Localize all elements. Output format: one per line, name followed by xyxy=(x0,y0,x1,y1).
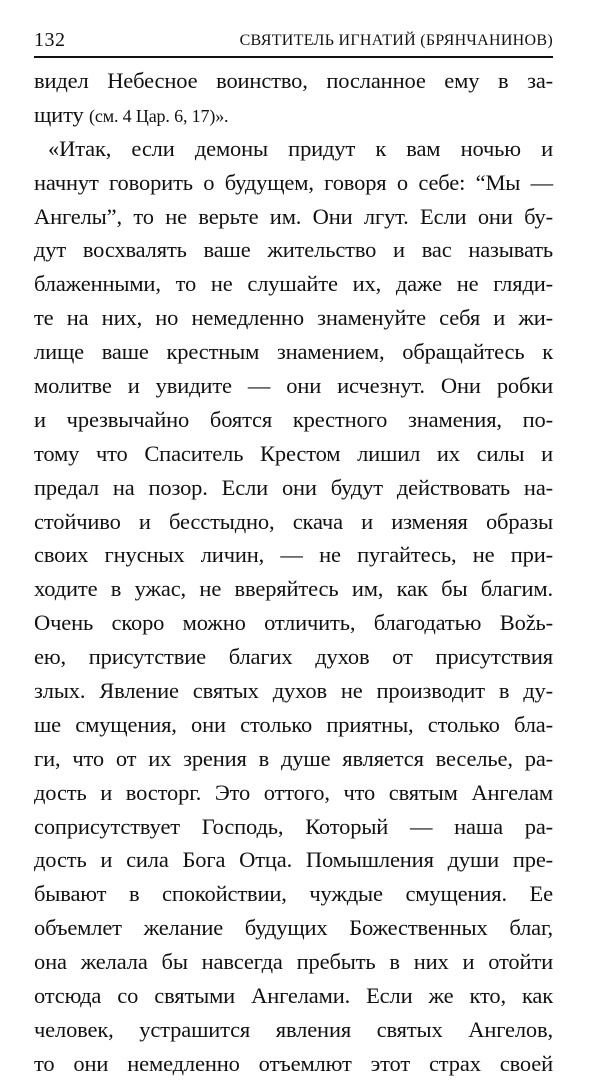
text-line: соприсутствует Господь, Который — наша ра- xyxy=(34,813,553,839)
text-line: объемлет желание будущих Божественных благ, xyxy=(34,915,553,941)
text-line: тому что Спаситель Крестом лишил их силы и xyxy=(34,440,553,466)
text-line: ходите в ужас, не вверяйтесь им, как бы благим. xyxy=(34,576,553,602)
text-line: молитве и увидите — они исчезнут. Они робки xyxy=(34,373,553,399)
text-line: лище ваше крестным знамением, обращайтесь к xyxy=(34,339,553,365)
text-line: своих гнусных личин, — не пугайтесь, не при- xyxy=(34,542,553,568)
text-line: стойчиво и бесстыдно, скача и изменяя образы xyxy=(34,508,553,534)
text-line: и чрезвычайно боятся крестного знамения, по- xyxy=(34,406,553,432)
page-header xyxy=(34,26,553,58)
text-line: предал на позор. Если они будут действовать на- xyxy=(34,474,553,500)
text-line: блаженными, то не слушайте их, даже не гляди- xyxy=(34,271,553,297)
running-title: СВЯТИТЕЛЬ ИГНАТИЙ (БРЯНЧАНИНОВ) xyxy=(239,32,553,49)
text-line: ше смущения, они столько приятны, столько бла- xyxy=(34,711,553,737)
text-line: ею, присутствие благих духов от присутствия xyxy=(34,644,553,670)
text-line: человек, устрашится явления святых Ангелов, xyxy=(34,1016,553,1042)
text-line: бывают в спокойствии, чуждые смущения. Ее xyxy=(34,881,553,907)
text-line: ги, что от их зрения в душе является веселье, ра- xyxy=(34,745,553,771)
text-line: начнут говорить о будущем, говоря о себе: “Мы — xyxy=(34,169,553,195)
text-line: дость и сила Бога Отца. Помышления души пре- xyxy=(34,847,553,873)
text-line xyxy=(34,98,553,132)
text-line: дут восхвалять ваше жительство и вас называть xyxy=(34,237,553,263)
text-line-main: щиту xyxy=(34,101,90,127)
text-line: Очень скоро можно отличить, благодатью Božь- xyxy=(34,610,553,636)
text-line: «Итак, если демоны придут к вам ночью и xyxy=(48,135,553,161)
text-line: дость и восторг. Это оттого, что святым Ангелам xyxy=(34,779,553,805)
text-line: злых. Явление святых духов не производит в ду- xyxy=(34,678,553,704)
scripture-reference: (см. 4 Цар. 6, 17)». xyxy=(89,105,229,126)
text-line: то они немедленно отъемлют этот страх своей xyxy=(34,1050,553,1076)
body-text xyxy=(34,64,553,1081)
text-line: отсюда со святыми Ангелами. Если же кто, как xyxy=(34,983,553,1009)
text-line: она желала бы навсегда пребыть в них и отойти xyxy=(34,949,553,975)
page-number: 132 xyxy=(34,29,66,51)
text-line: те на них, но немедленно знаменуйте себя и жи- xyxy=(34,305,553,331)
text-line: видел Небесное воинство, посланное ему в за- xyxy=(34,68,553,93)
text-line: Ангелы”, то не верьте им. Они лгут. Если они бу- xyxy=(34,203,553,229)
